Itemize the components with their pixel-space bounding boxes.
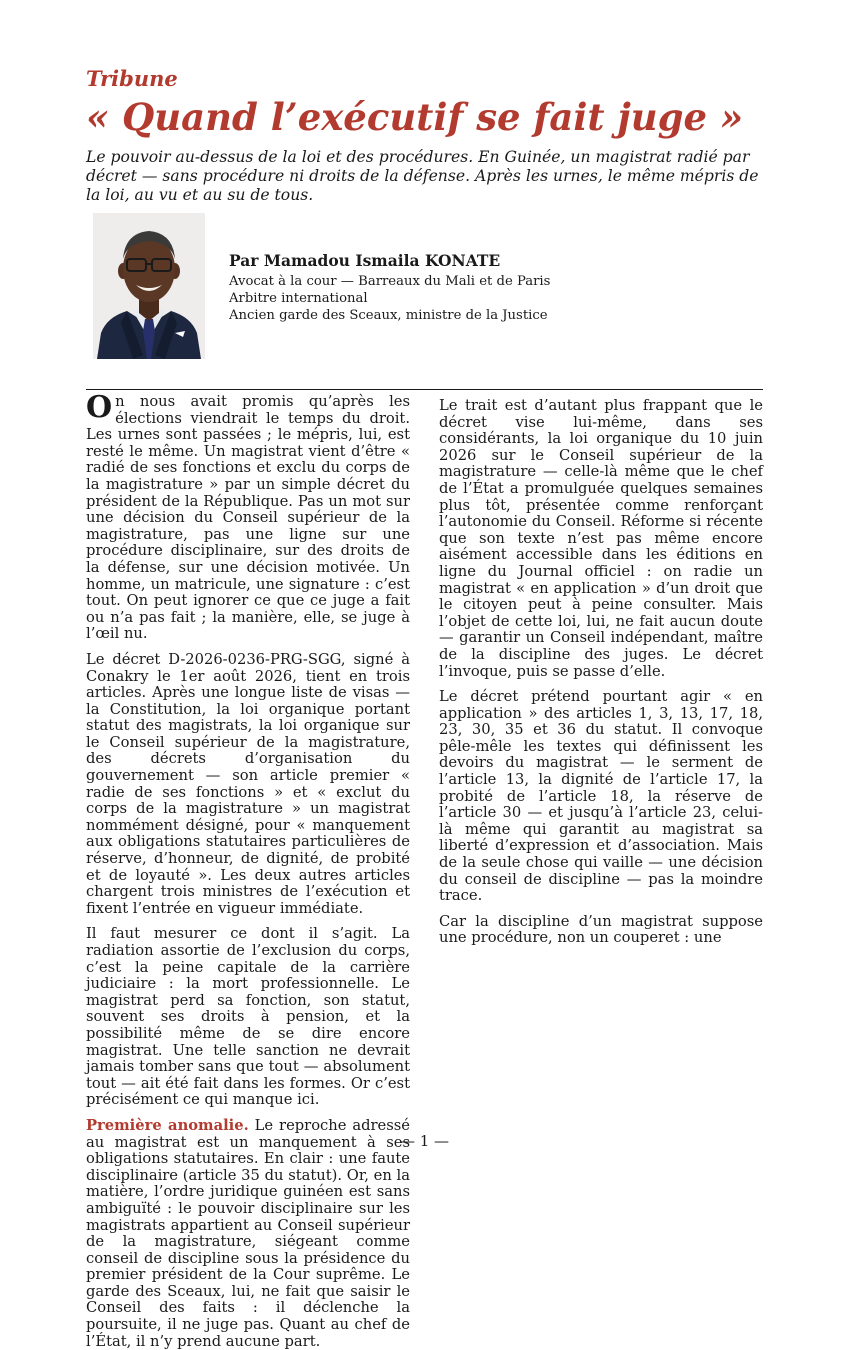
author-photo (93, 213, 205, 359)
author-block (229, 250, 789, 324)
drop-cap: O (86, 390, 113, 425)
article-paragraph: Car la discipline d’un magistrat suppose une procédure, non un couperet : une (439, 912, 763, 947)
section-divider (86, 389, 763, 390)
author-name: Par Mamadou Ismaila KONATE (229, 251, 501, 270)
author-credential: Arbitre international (229, 291, 368, 306)
standfirst: Le pouvoir au-dessus de la loi et des procédures. En Guinée, un magistrat radié par décret — sans procédure ni droits de la défense. Après les urnes, le même mépris de la loi, au vu et au su de tous. (86, 148, 759, 204)
page-number: — 1 — (399, 1132, 450, 1150)
author-credential: Avocat à la cour — Barreaux du Mali et de Paris (229, 274, 551, 289)
paragraph-text: Le reproche adressé au magistrat est un manquement à ses obligations statutaires. En clair : une faute disciplinaire (article 35 du statut). Or, en la matière, l’ordre juridique guinéen est sans ambiguïté : le pouvoir disciplinaire sur les magistrats appartient au Conseil supérieur de la magistrature, siégeant comme conseil de discipline sous la présidence du premier président de la Cour suprême. Le garde des Sceaux, lui, ne fait que saisir le Conseil des faits : il déclenche la poursuite, il ne juge pas. Quant au chef de l’État, il n’y prend aucune part. (86, 1116, 410, 1350)
anomaly-lead: Première anomalie. (86, 1116, 249, 1134)
article-paragraph: Le décret prétend pourtant agir « en application » des articles 1, 3, 13, 17, 18, 23, 30, 35 et 36 du statut. Il convoque pêle-mêle les textes qui définissent les devoirs du magistrat — le serment de l’article 13, la dignité de l’article 17, la probité de l’article 18, la réserve de l’article 30 — et jusqu’à l’article 23, celui-là même qui garantit au magistrat sa liberté d’expression et d’association. Mais de la seule chose qui vaille — une décision du conseil de discipline — pas la moindre trace. (439, 688, 763, 905)
section-kicker: Tribune (86, 66, 178, 91)
article-column-right (439, 398, 763, 1134)
author-portrait-image (93, 213, 205, 359)
article-paragraph (86, 390, 410, 643)
article-column-left (86, 390, 410, 1350)
article-paragraph: Le décret D-2026-0236-PRG-SGG, signé à Conakry le 1er août 2026, tient en trois articles. Après une longue liste de visas — la Constitution, la loi organique portant statut des magistrats, la loi organique sur le Conseil supérieur de la magistrature, des décrets d’organisation du gouvernement — son article premier « radie de ses fonctions » et « exclut du corps de la magistrature » un magistrat nommément désigné, pour « manquement aux obligations statutaires particulières de réserve, d’honneur, de dignité, de probité et de loyauté ». Les deux autres articles chargent trois ministres de l’exécution et fixent l’entrée en vigueur immédiate. (86, 650, 410, 917)
author-credential: Ancien garde des Sceaux, ministre de la Justice (229, 308, 548, 323)
article-paragraph: Le trait est d’autant plus frappant que le décret vise lui-même, dans ses considérants, la loi organique du 10 juin 2026 sur le Conseil supérieur de la magistrature — celle-là même que le chef de l’État a promulguée quelques semaines plus tôt, présentée comme renforçant l’autonomie du Conseil. Réforme si récente que son texte n’est pas même encore aisément accessible dans les éditions en ligne du Journal officiel : on radie un magistrat « en application » d’un droit que le citoyen peut à peine consulter. Mais l’objet de cette loi, lui, ne fait aucun doute — garantir un Conseil indépendant, maître de la discipline des juges. Le décret l’invoque, puis se passe d’elle. (439, 397, 763, 680)
article-paragraph (86, 1118, 410, 1350)
paragraph-text: n nous avait promis qu’après les élections viendrait le temps du droit. Les urnes sont passées ; le mépris, lui, est resté le même. Un magistrat vient d’être « radié de ses fonctions et exclu du corps de la magistrature » par un simple décret du président de la République. Pas un mot sur une décision du Conseil supérieur de la magistrature, pas une ligne sur une procédure disciplinaire, sur des droits de la défense, sur une décision motivée. Un homme, un matricule, une signature : c’est tout. On peut ignorer ce que ce juge a fait ou n’a pas fait ; la manière, elle, se juge à l’œil nu. (86, 393, 410, 643)
headline: « Quand l’exécutif se fait juge » (86, 95, 744, 139)
article-paragraph: Il faut mesurer ce dont il s’agit. La radiation assortie de l’exclusion du corps, c’est la peine capitale de la carrière judiciaire : la mort professionnelle. Le magistrat perd sa fonction, son statut, souvent ses droits à pension, et la possibilité même de se dire encore magistrat. Une telle sanction ne devrait jamais tomber sans que tout — absolument tout — ait été fait dans les formes. Or c’est précisément ce qui manque ici. (86, 925, 410, 1109)
